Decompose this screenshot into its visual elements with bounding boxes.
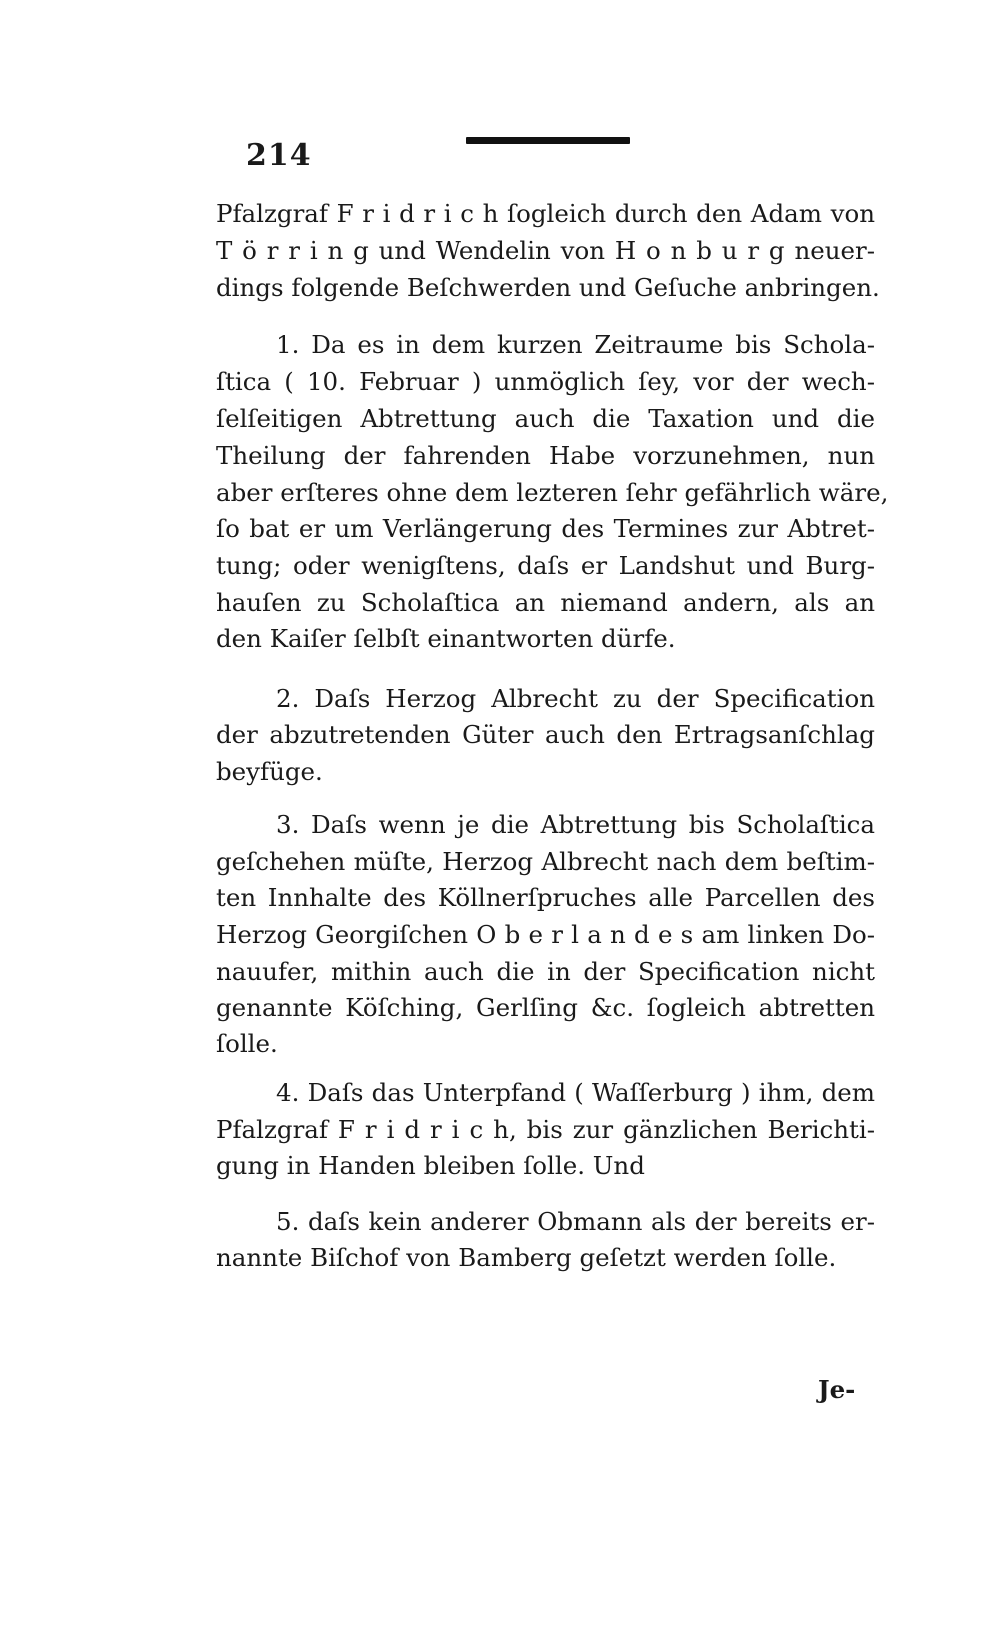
text-line: 3. Daſs wenn je die Abtrettung bis Scholaſtica (276, 810, 875, 839)
text-line: der abzutretenden Güter auch den Ertragsanſchlag (216, 720, 875, 749)
text-line: ten Innhalte des Köllnerſpruches alle Parcellen des (216, 883, 875, 912)
text-line: Pfalzgraf F r i d r i c h ſogleich durch den Adam von (216, 199, 875, 228)
text-line: aber erſteres ohne dem lezteren ſehr gefährlich wäre, (216, 478, 889, 507)
text-line: gung in Handen bleiben ſolle. Und (216, 1151, 645, 1180)
text-line: ſelſeitigen Abtrettung auch die Taxation und die (216, 404, 875, 433)
text-line: Pfalzgraf F r i d r i c h, bis zur gänzlichen Berichti- (216, 1115, 875, 1144)
text-line: 2. Daſs Herzog Albrecht zu der Specification (276, 684, 875, 713)
text-line: den Kaiſer ſelbſt einantworten dürfe. (216, 624, 676, 653)
text-line: nauufer, mithin auch die in der Specification nicht (216, 957, 875, 986)
text-line: Theilung der fahrenden Habe vorzunehmen, nun (216, 441, 875, 470)
text-line: beyfüge. (216, 757, 323, 786)
text-line: genannte Köſching, Gerlſing &c. ſogleich abtretten (216, 993, 875, 1022)
catchword: Je- (818, 1375, 856, 1404)
text-line: tung; oder wenigſtens, daſs er Landshut und Burg- (216, 551, 875, 580)
text-line: 5. daſs kein anderer Obmann als der bereits er- (276, 1207, 875, 1236)
header-rule (466, 137, 630, 144)
text-line: ſolle. (216, 1029, 278, 1058)
text-line: nannte Biſchof von Bamberg geſetzt werden ſolle. (216, 1243, 837, 1272)
text-line: dings folgende Beſchwerden und Geſuche anbringen. (216, 273, 880, 302)
text-line: Herzog Georgiſchen O b e r l a n d e s am linken Do- (216, 920, 875, 949)
text-line: ſtica ( 10. Februar ) unmöglich ſey, vor der wech- (216, 367, 875, 396)
text-line: 1. Da es in dem kurzen Zeitraume bis Schola- (276, 330, 875, 359)
page-number: 214 (246, 138, 312, 173)
text-line: ſo bat er um Verlängerung des Termines zur Abtret- (216, 514, 875, 543)
text-line: hauſen zu Scholaſtica an niemand andern, als an (216, 588, 875, 617)
text-line: 4. Daſs das Unterpfand ( Waſſerburg ) ihm, dem (276, 1078, 875, 1107)
text-line: T ö r r i n g und Wendelin von H o n b u r g neuer- (216, 236, 875, 265)
text-line: geſchehen müſte, Herzog Albrecht nach dem beſtim- (216, 847, 875, 876)
